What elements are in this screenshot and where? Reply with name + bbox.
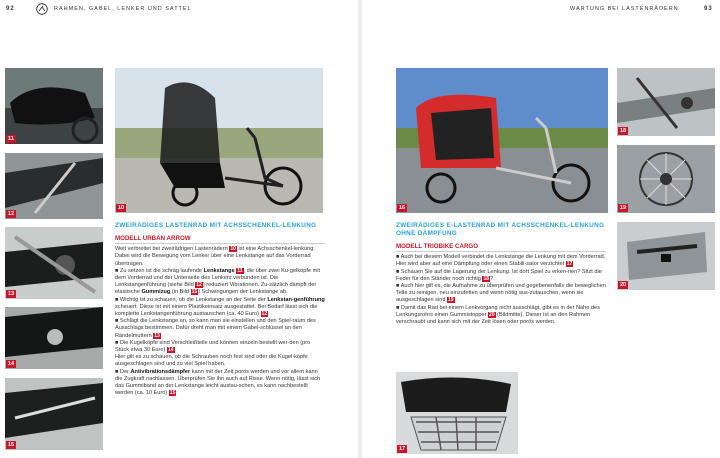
right-header-title: WARTUNG BEI LASTENRÄDERN [570, 6, 679, 12]
photo-number-badge: 13 [8, 291, 15, 297]
bullet-3: ■ Schlägt die Lenkstange an, so kann man sie einstellen und den Spiel-raum des Ausschlags bestimmen. Dafür dreht man mit einem Gabel-schlüssel an den Rändelmuttern 13 [115, 318, 316, 339]
figure-ref: 12 [196, 282, 202, 289]
model-heading: MODELL TRIOBIKE CARGO [396, 243, 606, 252]
photo-20 [617, 222, 715, 290]
photo-11 [5, 68, 103, 144]
figure-ref: 10 [230, 246, 236, 253]
photo-number-badge: 18 [620, 128, 627, 134]
photo-18 [617, 68, 715, 136]
figure-ref: 17 [566, 261, 573, 268]
figure-ref: 18 [483, 275, 490, 282]
paragraph-2: Hier gilt es zu schauen, ob die Schrauben noch fest sind oder die Kugel-köpfe ausgeschlagen sind und zu viel Spiel haben. [115, 354, 308, 368]
bullet-4: ■ Damit das Rad bei einem Lenkvorgang nicht ausschlägt, gibt es in der Nähe des Lenkungsrohrs einen Gummistopper 20 (Bildmitte). Dieser ist an den Rahmen verschraubt und kann sich mit der Zeit lösen oder porös werden. [396, 304, 600, 326]
bullet-2: ■ Schauen Sie auf die Lagerung der Lenkung. Ist dort Spiel zu erken-nen? Sitzt die Feder für den Ständer noch richtig 18? [396, 268, 602, 282]
bullet-2: ■ Wichtig ist zu schauen, ob die Lenkstange an der Seite der Lenkstan-genführung scheuert. Diese ist mit einem Plastikeinsatz ausgestattet. Bei Bedarf lässt sich die komplette Lenkstangenführung austauschen (ca. 40 Euro) 12 [115, 296, 325, 318]
figure-ref: 13 [154, 332, 160, 339]
photo-15 [5, 378, 103, 450]
photo-number-badge: 11 [8, 136, 14, 142]
photo-number-badge: 12 [8, 211, 15, 217]
figure-ref: 20 [489, 311, 495, 318]
figure-ref: 19 [448, 297, 454, 304]
photo-17 [396, 372, 518, 454]
section-title: ZWEIRÄDIGES LASTENRAD MIT ACHSSCHENKEL-LENKUNG [115, 222, 317, 229]
section-title: ZWEIRÄDIGES E-LASTENRAD MIT ACHSSCHENKEL-LENKUNG OHNE DÄMPFUNG [396, 222, 605, 237]
left-text-column [115, 222, 325, 397]
left-header-title: RAHMEN, GABEL, LENKER UND SATTEL [54, 6, 192, 12]
photo-number-badge: 16 [399, 205, 406, 211]
bike-logo-icon [36, 3, 48, 15]
bullet-5: ■ Der Antivibrationsdämpfer kann mit der Zeit porös werden und vor allem kann die Zugkraft nachlassen. Überprüfen Sie ihn auch auf Risse. Wenn nötig, lässt sich das Gummiband an der Lenkstange leicht austau-schen, es kann nachbestellt werden (ca. 10 Euro) 15 [115, 368, 321, 397]
left-page-number: 92 [6, 6, 15, 12]
figure-ref: 15 [191, 289, 198, 296]
photo-number-badge: 17 [399, 446, 406, 452]
bullet-1: ■ Auch bei diesem Modell verbindet die Lenkstange die Lenkung mit dem Vorderrad. Hier wird aber auf eine Dämpfung oder einen Stabili-sator verzichtet 17 [396, 254, 606, 268]
photo-13 [5, 227, 103, 299]
right-page-number: 93 [704, 6, 713, 12]
figure-ref: 14 [167, 347, 174, 354]
figure-ref: 12 [261, 311, 268, 318]
photo-12 [5, 153, 103, 219]
photo-number-badge: 20 [620, 282, 627, 288]
left-header [6, 6, 15, 12]
photo-number-badge: 15 [8, 442, 15, 448]
bullet-1: ■ Zu setzen ist die schräg laufende Lenkstange 11, die über zwei Ku-gelköpfe mit dem Vorderrad und der Unterseite des Lenkers verbunden ist. Die Lenkstangenführung (siehe Bild 12) reduziert Vibrationen. Zu-sätzlich dämpft der elastische Gummizug (in Bild 15) Schwingungen der Lenkstange ab. [115, 267, 321, 296]
intro-paragraph: Weit verbreitet bei zweirädrigen Lastenrädern 10 ist eine Achsschenkel-lenkung. Dabei wird die Bewegung vom Lenker über eine Lenkstange auf das Vorderrad übertragen. [115, 246, 315, 267]
book-gutter [357, 0, 363, 458]
bullet-3: ■ Auch hier gilt es, die Aufnahme zu überprüfen und gegebenenfalls die beweglichen Teile zu reinigen, neu einzufetten und wenn nötig aus-zutauschen, wenn sie ausgeschlagen sind 19 [396, 283, 606, 304]
photo-number-badge: 19 [620, 205, 627, 211]
right-text-column [396, 222, 606, 326]
photo-number-badge: 14 [8, 361, 15, 367]
bullet-4: ■ Die Kugelköpfe sind Verschleißteile und können einzeln bestellt wer-den (pro Stück etwa 30 Euro) 14 [115, 339, 311, 354]
figure-ref: 11 [237, 267, 243, 274]
photo-16 [396, 68, 608, 213]
photo-14 [5, 307, 103, 369]
photo-number-badge: 10 [118, 205, 125, 211]
photo-19 [617, 145, 715, 213]
right-header-number-wrap [704, 6, 713, 12]
model-heading: MODELL URBAN ARROW [115, 235, 325, 244]
figure-ref: 15 [169, 390, 176, 397]
photo-10 [115, 68, 323, 213]
